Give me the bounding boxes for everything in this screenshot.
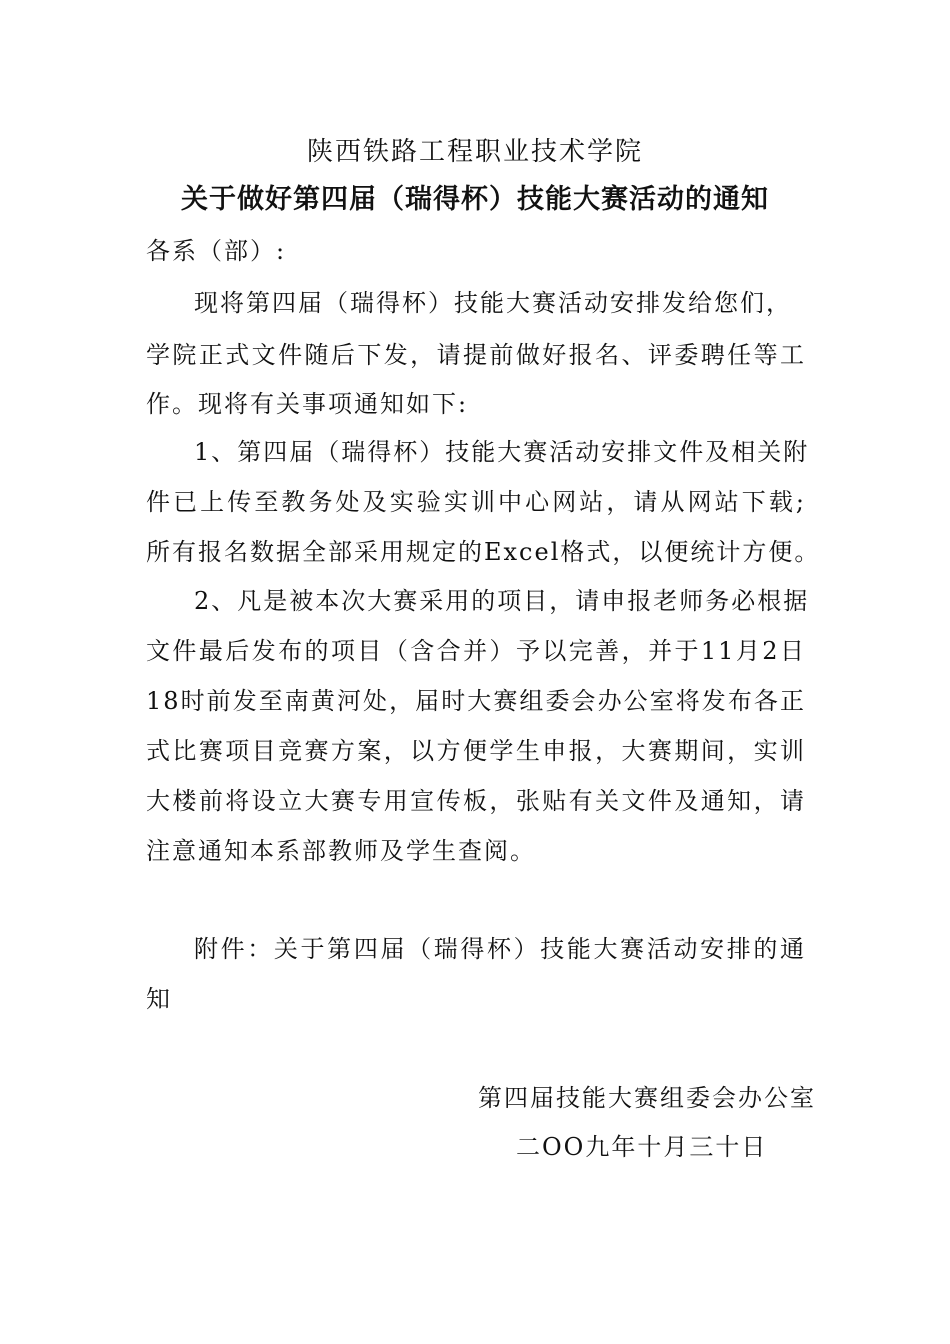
item1-line-1: 1、第四届（瑞得杯）技能大赛活动安排文件及相关附 [194,438,810,466]
notice-title: 关于做好第四届（瑞得杯）技能大赛活动的通知 [181,184,769,215]
item2-line-1: 2、凡是被本次大赛采用的项目，请申报老师务必根据 [194,587,810,615]
signature-date: 二OO九年十月三十日 [516,1133,768,1161]
item2-line-4: 式比赛项目竞赛方案，以方便学生申报，大赛期间，实训 [146,737,806,765]
item1-line-3: 所有报名数据全部采用规定的Excel格式，以便统计方便。 [146,538,821,566]
salutation: 各系（部）: [146,237,287,265]
item2-line-3: 18时前发至南黄河处，届时大赛组委会办公室将发布各正 [146,687,806,715]
signature-org: 第四届技能大赛组委会办公室 [478,1084,816,1112]
attachment-line-2: 知 [146,985,172,1013]
item2-line-6: 注意通知本系部教师及学生查阅。 [146,837,536,865]
intro-line-2: 学院正式文件随后下发，请提前做好报名、评委聘任等工 [146,341,806,369]
attachment-line-1: 附件：关于第四届（瑞得杯）技能大赛活动安排的通 [194,935,806,963]
intro-line-3: 作。现将有关事项通知如下: [146,390,469,418]
item2-line-5: 大楼前将设立大赛专用宣传板，张贴有关文件及通知，请 [146,787,806,815]
item1-line-2: 件已上传至教务处及实验实训中心网站，请从网站下载; [146,488,806,516]
intro-line-1: 现将第四届（瑞得杯）技能大赛活动安排发给您们， [194,289,792,317]
item2-line-2: 文件最后发布的项目（含合并）予以完善，并于11月2日 [146,637,806,665]
org-name: 陕西铁路工程职业技术学院 [306,137,643,167]
